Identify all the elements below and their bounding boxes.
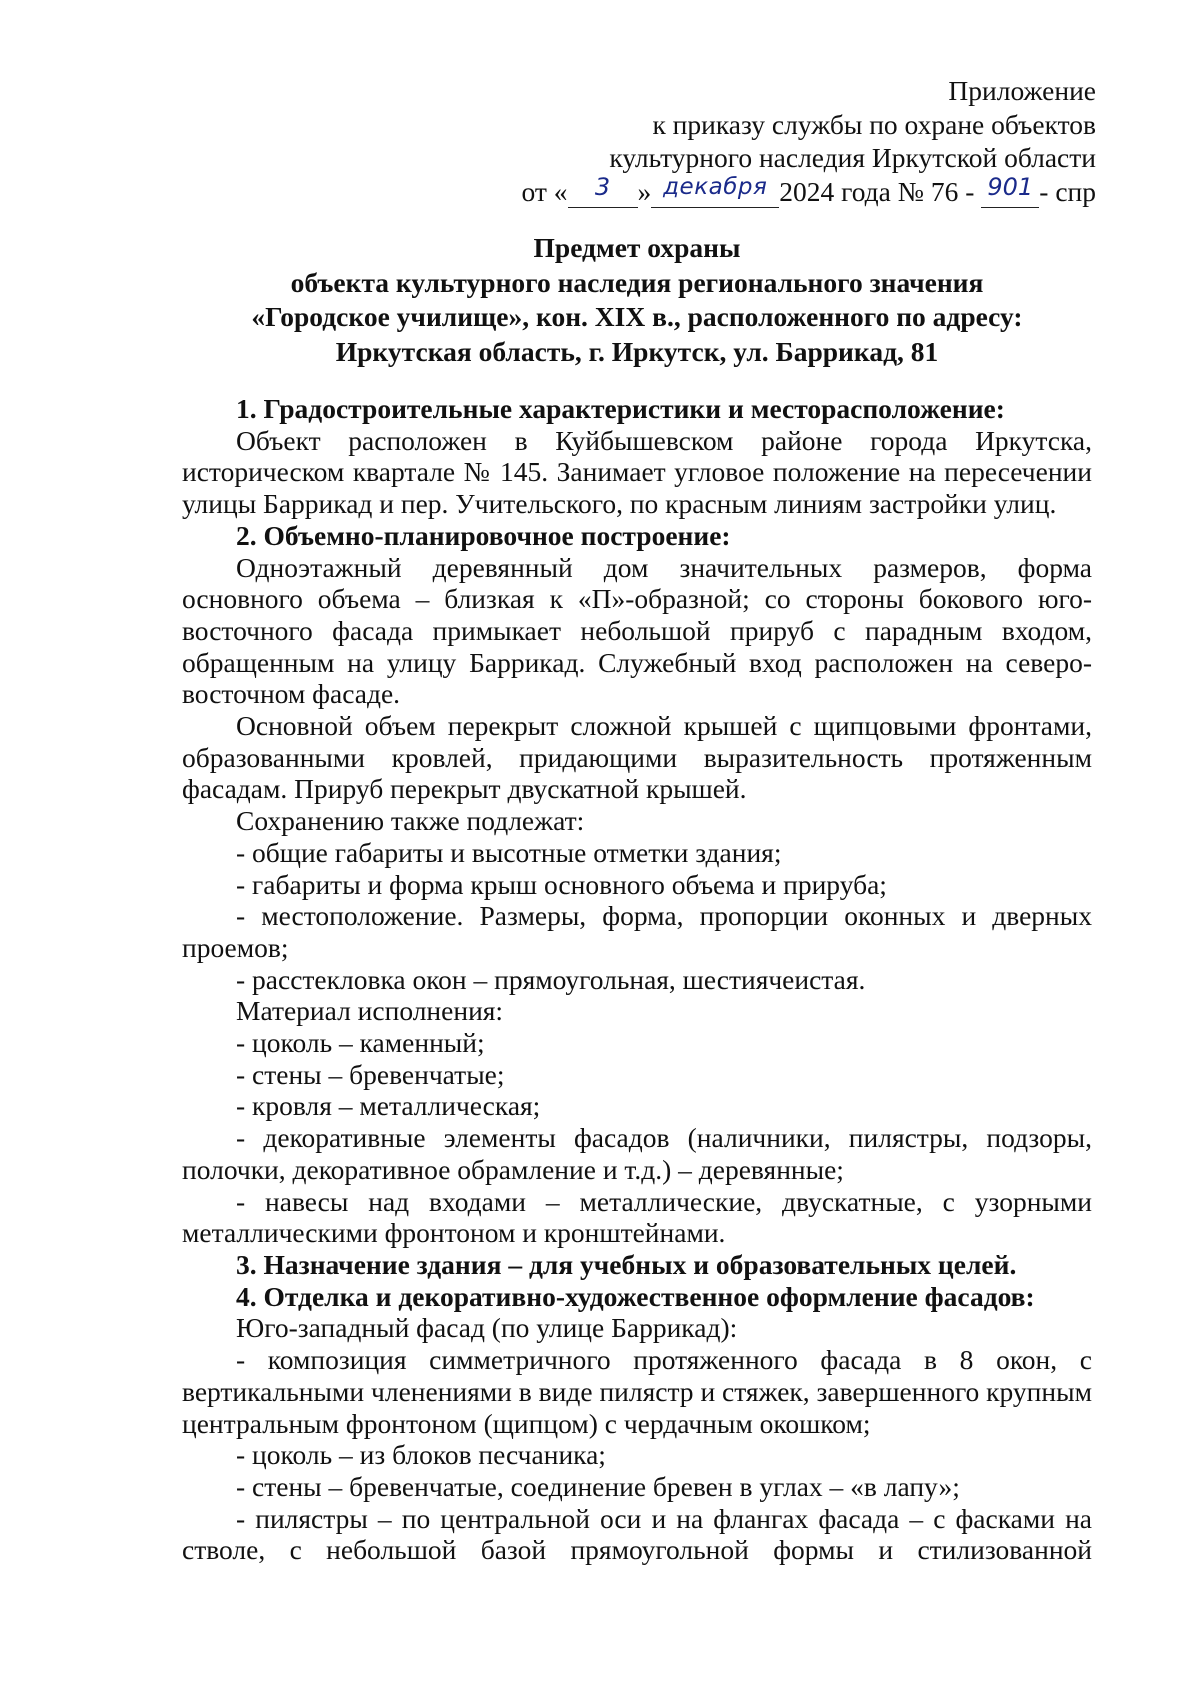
list-item: - стены – бревенчатые, соединение бревен в углах – «в лапу»;: [236, 1470, 960, 1502]
list-item: - цоколь – из блоков песчаника;: [236, 1439, 606, 1471]
section-1-heading: 1. Градостроительные характеристики и месторасположение:: [236, 393, 1005, 424]
section-2-paragraph-3: Сохранению также подлежат:: [236, 805, 585, 837]
appendix-header: [521, 74, 1096, 208]
order-suffix: - спр: [1039, 175, 1096, 207]
section-2-heading: 2. Объемно-планировочное построение:: [236, 519, 731, 551]
date-prefix: от «: [521, 175, 568, 207]
list-item: - общие габариты и высотные отметки здания;: [236, 836, 782, 868]
section-2-paragraph-2: Основной объем перекрыт сложной крышей с щипцовыми фронтами, образованными кровлей, придающими выразительность протяженным фасадам. Прируб перекрыт двускатной крышей.: [182, 710, 1092, 805]
appendix-label: Приложение: [948, 75, 1096, 106]
agency-line: культурного наследия Иркутской области: [609, 142, 1096, 173]
list-item: - местоположение. Размеры, форма, пропорции оконных и дверных проемов;: [182, 900, 1092, 963]
order-reference-line: к приказу службы по охране объектов: [652, 108, 1096, 140]
section-3-heading: 3. Назначение здания – для учебных и образовательных целей.: [236, 1248, 1017, 1280]
date-year-number: 2024 года № 76 -: [779, 175, 975, 207]
list-item: - композиция симметричного протяженного фасада в 8 окон, с вертикальными членениями в виде пилястр и стяжек, завершенного крупным центральным фронтоном (щипцом) с чердачным окошком;: [182, 1344, 1092, 1439]
handwritten-order-number: 901: [981, 176, 1039, 208]
handwritten-month: декабря: [651, 176, 779, 208]
title-line-1: Предмет охраны: [533, 232, 741, 263]
document-body: [182, 393, 1092, 1566]
list-item: - цоколь – каменный;: [236, 1027, 485, 1059]
section-1-text: Объект расположен в Куйбышевском районе города Иркутска, историческом квартале № 145. Занимает угловое положение на пересечении улицы Баррикад и пер. Учительского, по красным линиям застройки улиц.: [182, 424, 1092, 520]
list-item: - габариты и форма крыш основного объема и прируба;: [236, 868, 887, 900]
list-item: - расстекловка окон – прямоугольная, шестиячеистая.: [236, 963, 866, 995]
section-2-paragraph-1: Одноэтажный деревянный дом значительных размеров, форма основного объема – близкая к «П»-образной; со стороны бокового юго-восточного фасада примыкает небольшой прируб с парадным входом, обращенным на улицу Баррикад. Служебный вход расположен на северо-восточном фасаде.: [182, 551, 1092, 710]
facade-subheading: Юго-западный фасад (по улице Баррикад):: [236, 1312, 738, 1344]
list-item: - навесы над входами – металлические, двускатные, с узорными металлическими фронтоном и кронштейнами.: [182, 1185, 1092, 1249]
title-line-4: Иркутская область, г. Иркутск, ул. Баррикад, 81: [335, 335, 939, 367]
title-line-2: объекта культурного наследия регионального значения: [290, 266, 984, 298]
list-item: - стены – бревенчатые;: [236, 1058, 505, 1090]
handwritten-day: 3: [568, 176, 638, 208]
material-label: Материал исполнения:: [236, 995, 504, 1027]
list-item: - кровля – металлическая;: [236, 1090, 541, 1122]
date-quote-close: »: [637, 175, 652, 207]
section-4-heading: 4. Отделка и декоративно-художественное оформление фасадов:: [236, 1280, 1035, 1312]
list-item: - декоративные элементы фасадов (наличники, пилястры, подзоры, полочки, декоративное обрамление и т.д.) – деревянные;: [182, 1122, 1092, 1185]
order-date-line: [521, 175, 1096, 209]
document-title: [182, 231, 1092, 369]
title-line-3: «Городское училище», кон. XIX в., расположенного по адресу:: [251, 301, 1023, 332]
list-item: - пилястры – по центральной оси и на флангах фасада – с фасками на стволе, с небольшой базой прямоугольной формы и стилизованной: [182, 1502, 1092, 1566]
